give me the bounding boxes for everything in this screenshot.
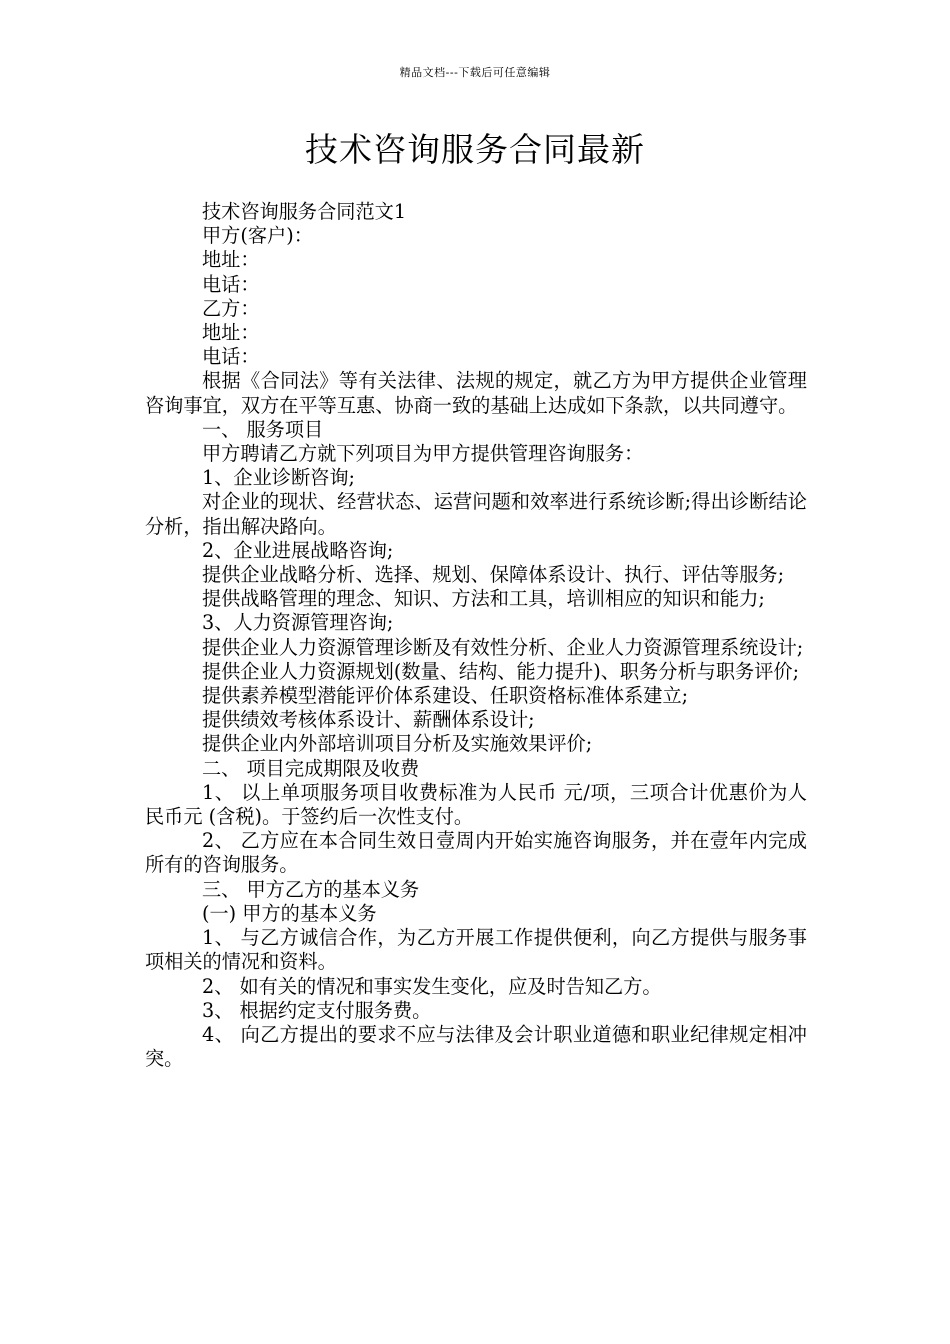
- document-body: [145, 200, 807, 1071]
- paragraph-party-a: 甲方(客户)：: [202, 224, 313, 248]
- paragraph: 提供企业内外部培训项目分析及实施效果评价;: [202, 732, 593, 756]
- paragraph: 提供企业人力资源规划(数量、结构、能力提升)、职务分析与职务评价;: [202, 659, 800, 683]
- document-title: 技术咨询服务合同最新: [305, 130, 645, 169]
- list-item: 3、人力资源管理咨询;: [202, 611, 394, 635]
- section-heading-2: 二、 项目完成期限及收费: [202, 756, 420, 780]
- list-item: 3、 根据约定支付服务费。: [202, 998, 432, 1022]
- list-item: 2、 如有关的情况和事实发生变化，应及时告知乙方。: [202, 974, 662, 998]
- paragraph-party-b: 乙方：: [202, 296, 260, 320]
- paragraph: 对企业的现状、经营状态、运营问题和效率进行系统诊断;得出诊断结论分析，指出解决路向。: [145, 490, 807, 538]
- paragraph: 提供绩效考核体系设计、薪酬体系设计;: [202, 708, 535, 732]
- paragraph: 提供战略管理的理念、知识、方法和工具，培训相应的知识和能力;: [202, 587, 765, 611]
- paragraph-phone-a: 电话：: [202, 272, 260, 296]
- paragraph: 提供企业战略分析、选择、规划、保障体系设计、执行、评估等服务;: [202, 563, 785, 587]
- paragraph: 甲方聘请乙方就下列项目为甲方提供管理咨询服务：: [202, 442, 644, 466]
- paragraph-phone-b: 电话：: [202, 345, 260, 369]
- paragraph: 提供企业人力资源管理诊断及有效性分析、企业人力资源管理系统设计;: [202, 635, 804, 659]
- list-item: 2、 乙方应在本合同生效日壹周内开始实施咨询服务，并在壹年内完成所有的咨询服务。: [145, 829, 807, 877]
- paragraph-heading-sample: 技术咨询服务合同范文1: [202, 200, 407, 223]
- paragraph-address-b: 地址：: [202, 321, 260, 345]
- subsection-heading: (一) 甲方的基本义务: [202, 901, 377, 925]
- list-item: 2、企业进展战略咨询;: [202, 538, 394, 562]
- list-item: 4、 向乙方提出的要求不应与法律及会计职业道德和职业纪律规定相冲突。: [145, 1022, 807, 1071]
- section-heading-3: 三、 甲方乙方的基本义务: [202, 877, 420, 901]
- page-header-note: 精品文档---下载后可任意编辑: [399, 66, 551, 79]
- section-heading-1: 一、 服务项目: [202, 417, 324, 441]
- paragraph-address-a: 地址：: [202, 248, 260, 272]
- list-item: 1、 与乙方诚信合作，为乙方开展工作提供便利，向乙方提供与服务事项相关的情况和资料。: [145, 926, 807, 974]
- list-item: 1、 以上单项服务项目收费标准为人民币 元/项，三项合计优惠价为人民币元 (含税)。于签约后一次性支付。: [145, 780, 807, 829]
- paragraph-preamble: 根据《合同法》等有关法律、法规的规定，就乙方为甲方提供企业管理咨询事宜，双方在平等互惠、协商一致的基础上达成如下条款，以共同遵守。: [145, 369, 807, 417]
- paragraph: 提供素养模型潜能评价体系建设、任职资格标准体系建立;: [202, 684, 689, 708]
- list-item: 1、企业诊断咨询;: [202, 466, 355, 490]
